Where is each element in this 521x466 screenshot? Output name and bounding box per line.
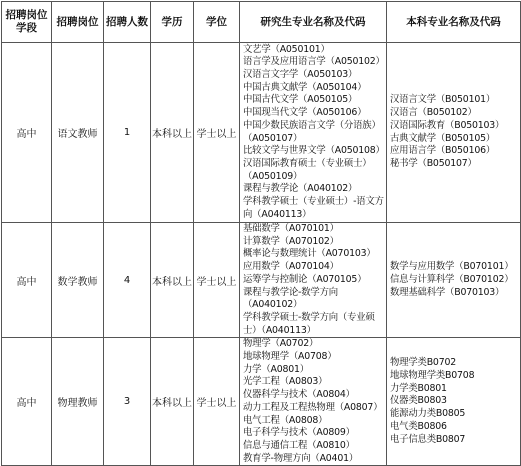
list-item: 汉语国际教育（B050103） bbox=[390, 119, 505, 131]
stage-cell: 高中 bbox=[2, 223, 52, 338]
table-row bbox=[2, 43, 521, 223]
grad-majors-cell bbox=[240, 223, 387, 338]
list-item: 中国少数民族语言文学（分语族）（A050107） bbox=[243, 119, 381, 144]
list-item: 信息与计算科学（B070102） bbox=[390, 273, 514, 285]
list-item: 秘书学（B050107） bbox=[390, 157, 477, 169]
header-degree: 学位 bbox=[194, 2, 240, 43]
list-item: 中国古代文学（A050105） bbox=[243, 94, 358, 106]
grad-majors-cell bbox=[240, 338, 387, 466]
list-item: 教育学-物理方向（A0401） bbox=[243, 452, 359, 464]
list-item: 数理基础科学（B070103） bbox=[390, 286, 505, 298]
list-item: 仪器类B0803 bbox=[390, 395, 447, 407]
list-item: 电子科学与技术（A0809） bbox=[243, 427, 355, 439]
undergrad-majors-cell bbox=[387, 223, 521, 338]
list-item: 课程与教学论-数学方向（A040102） bbox=[243, 286, 338, 311]
list-item: 汉语言文字学（A050103） bbox=[243, 68, 358, 80]
list-item: 能源动力类B0805 bbox=[390, 408, 466, 420]
header-education: 学历 bbox=[151, 2, 194, 43]
list-item: 汉语国际教育硕士（专业硕士）（A050109） bbox=[243, 157, 372, 182]
list-item: 电子信息类B0807 bbox=[390, 433, 466, 445]
count-cell: 1 bbox=[104, 43, 151, 223]
list-item: 文艺学（A050101） bbox=[243, 43, 330, 55]
list-item: 信息与通信工程（A0810） bbox=[243, 439, 355, 451]
list-item: 物理学（A0702） bbox=[243, 338, 319, 350]
count-cell: 4 bbox=[104, 223, 151, 338]
header-grad-majors: 研究生专业名称及代码 bbox=[240, 2, 387, 43]
list-item: 语言学及应用语言学（A050102） bbox=[243, 56, 385, 68]
position-cell: 物理教师 bbox=[52, 338, 104, 466]
header-position: 招聘岗位 bbox=[52, 2, 104, 43]
list-item: 应用数学（A070104） bbox=[243, 261, 339, 273]
list-item: 数学与应用数学（B070101） bbox=[390, 261, 514, 273]
list-item: 汉语言（B050102） bbox=[390, 107, 477, 119]
header-stage: 招聘岗位学段 bbox=[2, 2, 52, 43]
list-item: 课程与教学论（A040102） bbox=[243, 183, 358, 195]
undergrad-majors-cell bbox=[387, 338, 521, 466]
list-item: 应用语言学（B050106） bbox=[390, 145, 496, 157]
list-item: 力学（A0801） bbox=[243, 363, 309, 375]
list-item: 学科教学硕士（专业硕士）-语文方向（A040113） bbox=[243, 196, 384, 220]
list-item: 地球物理学（A0708） bbox=[243, 351, 337, 363]
degree-cell: 学士以上 bbox=[194, 223, 240, 338]
list-item: 基础数学（A070101） bbox=[243, 223, 339, 234]
list-item: 运筹学与控制论（A070105） bbox=[243, 273, 367, 285]
list-item: 动力工程及工程热物理（A0807） bbox=[243, 401, 383, 413]
list-item: 电气工程（A0808） bbox=[243, 414, 328, 426]
list-item: 光学工程（A0803） bbox=[243, 376, 328, 388]
education-cell: 本科以上 bbox=[151, 43, 194, 223]
list-item: 计算数学（A070102） bbox=[243, 235, 339, 247]
list-item: 电气类B0806 bbox=[390, 420, 447, 432]
list-item: 学科教学硕士-数学方向（专业硕士）（A040113） bbox=[243, 311, 375, 336]
education-cell: 本科以上 bbox=[151, 338, 194, 466]
list-item: 仪器科学与技术（A0804） bbox=[243, 389, 355, 401]
list-item: 中国现当代文学（A050106） bbox=[243, 107, 367, 119]
list-item: 力学类B0801 bbox=[390, 382, 447, 394]
stage-cell: 高中 bbox=[2, 43, 52, 223]
list-item: 地球物理学类B0708 bbox=[390, 370, 475, 382]
list-item: 比较文学与世界文学（A050108） bbox=[243, 145, 385, 157]
header-row bbox=[2, 2, 521, 43]
list-item: 物理学类B0702 bbox=[390, 357, 456, 369]
table-row bbox=[2, 223, 521, 338]
degree-cell: 学士以上 bbox=[194, 43, 240, 223]
list-item: 概率论与数理统计（A070103） bbox=[243, 248, 376, 260]
grad-majors-cell bbox=[240, 43, 387, 223]
education-cell: 本科以上 bbox=[151, 223, 194, 338]
count-cell: 3 bbox=[104, 338, 151, 466]
position-cell: 语文教师 bbox=[52, 43, 104, 223]
degree-cell: 学士以上 bbox=[194, 338, 240, 466]
list-item: 中国古典文献学（A050104） bbox=[243, 81, 367, 93]
table-row bbox=[2, 338, 521, 466]
header-count: 招聘人数 bbox=[104, 2, 151, 43]
position-cell: 数学教师 bbox=[52, 223, 104, 338]
recruitment-table bbox=[1, 1, 521, 466]
header-undergrad-majors: 本科专业名称及代码 bbox=[387, 2, 521, 43]
undergrad-majors-cell bbox=[387, 43, 521, 223]
list-item: 古典文献学（B050105） bbox=[390, 132, 496, 144]
stage-cell: 高中 bbox=[2, 338, 52, 466]
list-item: 汉语言文学（B050101） bbox=[390, 94, 496, 106]
